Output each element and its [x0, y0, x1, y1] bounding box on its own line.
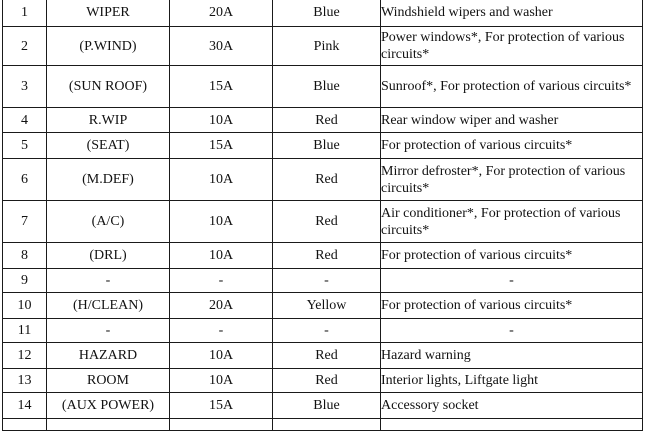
- fuse-color-cell: Red: [273, 369, 381, 393]
- fuse-description-cell: Interior lights, Liftgate light: [381, 369, 643, 393]
- fuse-color-cell: Red: [273, 201, 381, 243]
- fuse-name-cell: (SUN ROOF): [47, 66, 170, 108]
- fuse-description-cell: -: [381, 319, 643, 343]
- table-row: [3, 293, 643, 319]
- fuse-amperage-cell: 10A: [170, 369, 273, 393]
- fuse-description-cell: Windshield wipers and washer: [381, 0, 643, 27]
- fuse-description-cell: Sunroof*, For protection of various circuits*: [381, 66, 643, 108]
- fuse-number-cell: 10: [3, 293, 47, 319]
- fuse-name-cell: (AUX POWER): [47, 393, 170, 419]
- fuse-number-cell: [3, 419, 47, 431]
- fuse-amperage-cell: 10A: [170, 108, 273, 133]
- fuse-color-cell: [273, 419, 381, 431]
- fuse-number-cell: 2: [3, 27, 47, 66]
- fuse-amperage-cell: 10A: [170, 159, 273, 201]
- table-row: [3, 66, 643, 108]
- fuse-color-cell: Blue: [273, 133, 381, 159]
- fuse-name-cell: (SEAT): [47, 133, 170, 159]
- fuse-name-cell: [47, 419, 170, 431]
- fuse-name-cell: HAZARD: [47, 343, 170, 369]
- fuse-amperage-cell: 15A: [170, 133, 273, 159]
- fuse-amperage-cell: 15A: [170, 393, 273, 419]
- fuse-color-cell: Blue: [273, 0, 381, 27]
- fuse-description-cell: -: [381, 269, 643, 293]
- fuse-description-cell: Accessory socket: [381, 393, 643, 419]
- fuse-amperage-cell: 15A: [170, 66, 273, 108]
- table-row: [3, 393, 643, 419]
- fuse-number-cell: 3: [3, 66, 47, 108]
- fuse-description-cell: For protection of various circuits*: [381, 243, 643, 269]
- fuse-table-body: [3, 0, 643, 431]
- fuse-description-cell: Mirror defroster*, For protection of various circuits*: [381, 159, 643, 201]
- fuse-table: [2, 0, 643, 431]
- fuse-amperage-cell: -: [170, 319, 273, 343]
- fuse-description-cell: [381, 419, 643, 431]
- fuse-number-cell: 1: [3, 0, 47, 27]
- fuse-description-cell: Power windows*, For protection of various circuits*: [381, 27, 643, 66]
- fuse-number-cell: 9: [3, 269, 47, 293]
- fuse-description-cell: For protection of various circuits*: [381, 133, 643, 159]
- table-row: [3, 319, 643, 343]
- table-row: [3, 108, 643, 133]
- fuse-number-cell: 8: [3, 243, 47, 269]
- table-row: [3, 369, 643, 393]
- fuse-name-cell: R.WIP: [47, 108, 170, 133]
- fuse-color-cell: Blue: [273, 66, 381, 108]
- table-row: [3, 201, 643, 243]
- fuse-color-cell: Red: [273, 108, 381, 133]
- fuse-name-cell: -: [47, 269, 170, 293]
- fuse-name-cell: (A/C): [47, 201, 170, 243]
- fuse-amperage-cell: 20A: [170, 0, 273, 27]
- fuse-description-cell: Air conditioner*, For protection of various circuits*: [381, 201, 643, 243]
- fuse-name-cell: ROOM: [47, 369, 170, 393]
- fuse-color-cell: Yellow: [273, 293, 381, 319]
- fuse-color-cell: Blue: [273, 393, 381, 419]
- fuse-number-cell: 12: [3, 343, 47, 369]
- fuse-number-cell: 5: [3, 133, 47, 159]
- fuse-color-cell: Red: [273, 343, 381, 369]
- fuse-color-cell: -: [273, 269, 381, 293]
- fuse-name-cell: -: [47, 319, 170, 343]
- fuse-amperage-cell: 10A: [170, 243, 273, 269]
- fuse-color-cell: Red: [273, 243, 381, 269]
- fuse-number-cell: 14: [3, 393, 47, 419]
- fuse-amperage-cell: [170, 419, 273, 431]
- fuse-description-cell: Rear window wiper and washer: [381, 108, 643, 133]
- fuse-amperage-cell: -: [170, 269, 273, 293]
- fuse-name-cell: (M.DEF): [47, 159, 170, 201]
- table-row: [3, 27, 643, 66]
- fuse-description-cell: Hazard warning: [381, 343, 643, 369]
- fuse-number-cell: 6: [3, 159, 47, 201]
- table-row: [3, 133, 643, 159]
- fuse-description-cell: For protection of various circuits*: [381, 293, 643, 319]
- table-row: [3, 419, 643, 431]
- fuse-color-cell: Pink: [273, 27, 381, 66]
- fuse-amperage-cell: 10A: [170, 343, 273, 369]
- table-row: [3, 343, 643, 369]
- fuse-number-cell: 11: [3, 319, 47, 343]
- fuse-name-cell: WIPER: [47, 0, 170, 27]
- table-row: [3, 0, 643, 27]
- fuse-amperage-cell: 30A: [170, 27, 273, 66]
- table-row: [3, 159, 643, 201]
- fuse-color-cell: Red: [273, 159, 381, 201]
- table-row: [3, 243, 643, 269]
- table-row: [3, 269, 643, 293]
- fuse-amperage-cell: 20A: [170, 293, 273, 319]
- fuse-name-cell: (H/CLEAN): [47, 293, 170, 319]
- fuse-name-cell: (DRL): [47, 243, 170, 269]
- fuse-name-cell: (P.WIND): [47, 27, 170, 66]
- fuse-number-cell: 7: [3, 201, 47, 243]
- fuse-color-cell: -: [273, 319, 381, 343]
- fuse-amperage-cell: 10A: [170, 201, 273, 243]
- fuse-number-cell: 13: [3, 369, 47, 393]
- fuse-number-cell: 4: [3, 108, 47, 133]
